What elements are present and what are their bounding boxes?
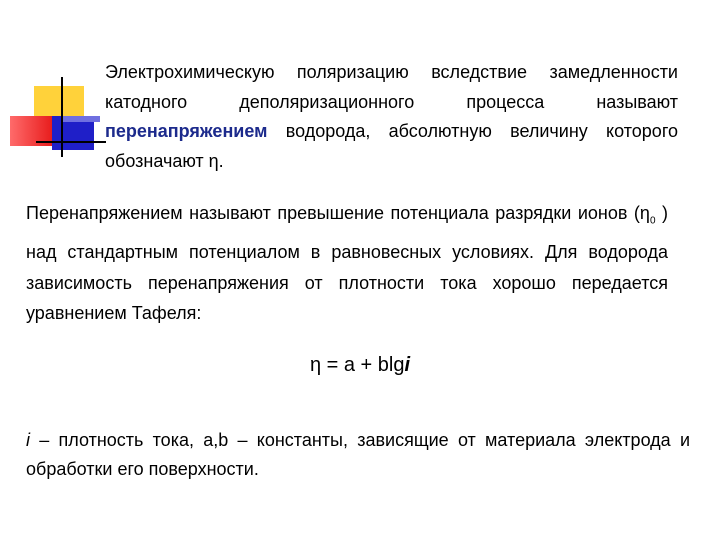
logo-blue-highlight bbox=[62, 116, 100, 122]
intro-text-before: Электрохимическую поляризацию вследствие замедленности катодного деполяризационного процесса называют bbox=[105, 62, 678, 112]
legend-text: – плотность тока, a,b – константы, зависящие от материала электрода и обработки его поверхности. bbox=[26, 430, 690, 479]
equation-variable: i bbox=[404, 354, 411, 376]
intro-paragraph bbox=[105, 58, 678, 176]
decorative-logo bbox=[0, 0, 110, 170]
definition-paragraph bbox=[26, 198, 668, 329]
definition-text-before: Перенапряжением называют превышение потенциала разрядки ионов (η bbox=[26, 203, 650, 223]
intro-text-after: водорода, абсолютную величину которого обозначают η. bbox=[105, 121, 678, 171]
eta-subscript: 0 bbox=[649, 215, 656, 227]
definition-text-after: ) над стандартным потенциалом в равновесных условиях. Для водорода зависимость перенапряжения от плотности тока хорошо передается уравнением Тафеля: bbox=[26, 203, 668, 324]
legend-paragraph bbox=[26, 426, 690, 484]
tafel-equation bbox=[0, 354, 720, 377]
logo-horizontal-line bbox=[36, 141, 106, 143]
equation-main: η = a + blg bbox=[309, 354, 405, 376]
highlighted-term: перенапряжением bbox=[105, 121, 268, 141]
logo-vertical-line bbox=[61, 77, 63, 157]
legend-variable: i bbox=[26, 430, 30, 450]
